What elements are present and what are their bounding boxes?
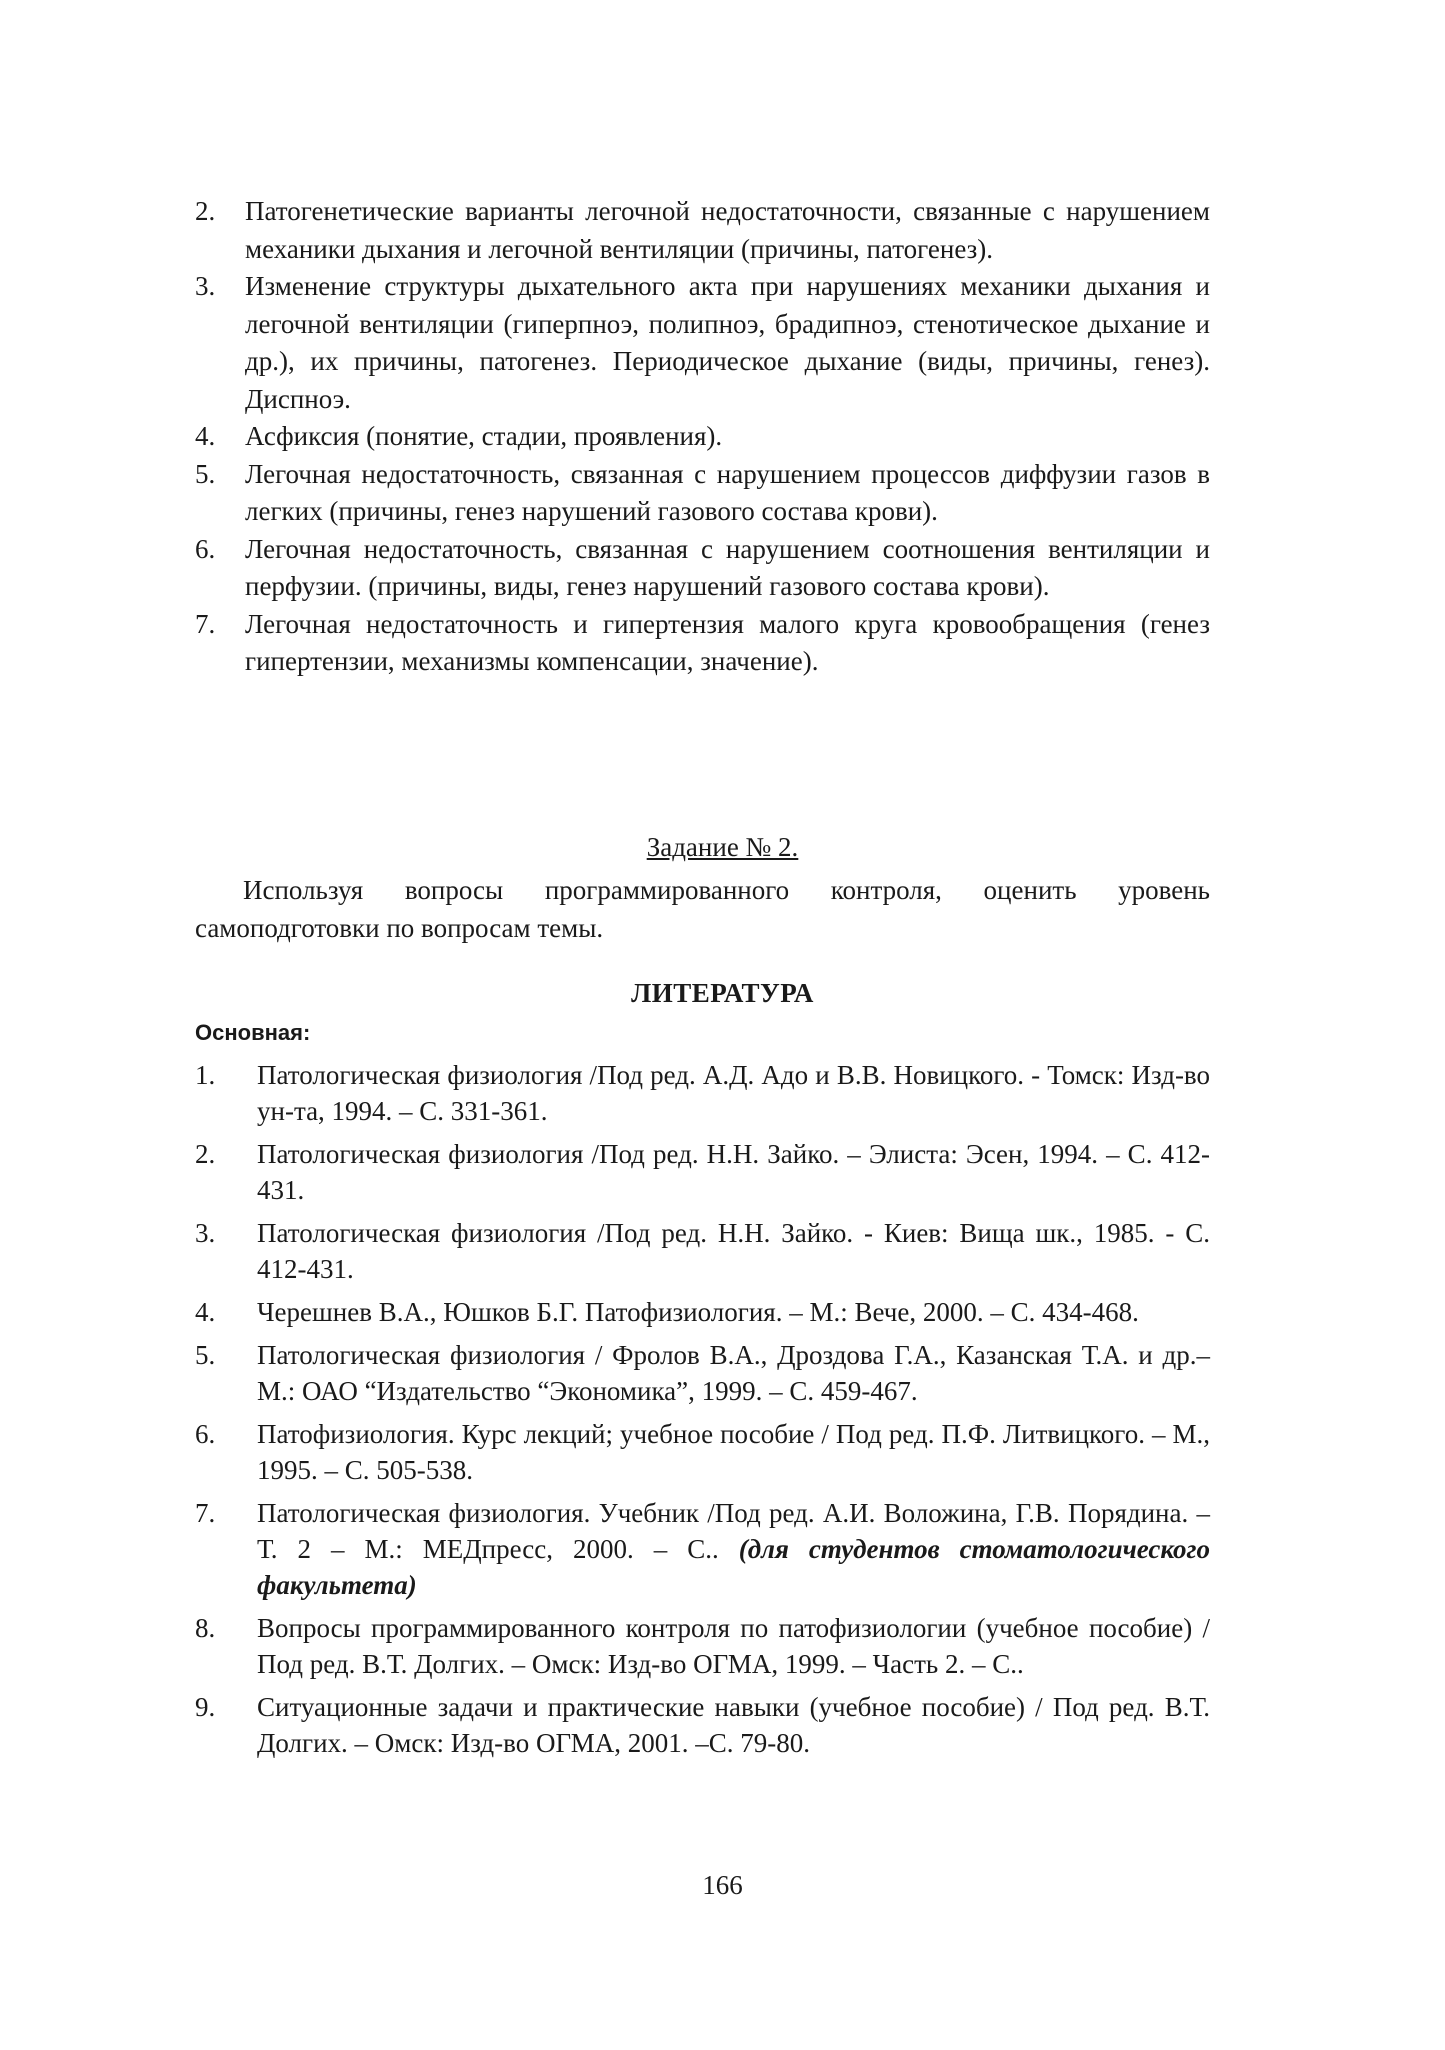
question-number: 4.	[195, 421, 216, 451]
question-item	[195, 418, 1210, 456]
reference-number: 4.	[195, 1297, 216, 1327]
task-title	[0, 832, 1445, 863]
reference-list	[195, 1057, 1210, 1768]
question-number: 3.	[195, 271, 216, 301]
question-number: 6.	[195, 533, 216, 564]
question-item	[195, 268, 1210, 418]
task-title-text: Задание № 2.	[646, 832, 799, 862]
task-text: Используя вопросы программированного контроля, оценить уровень самоподготовки по вопросам темы.	[195, 875, 1210, 943]
reference-number: 7.	[195, 1498, 216, 1528]
reference-text: Патофизиология. Курс лекций; учебное пособие / Под ред. П.Ф. Литвицкого. – М., 1995. – С. 505-538.	[257, 1419, 1210, 1485]
reference-item	[195, 1057, 1210, 1129]
reference-number: 6.	[195, 1419, 216, 1449]
question-text: Асфиксия (понятие, стадии, проявления).	[245, 421, 723, 451]
reference-text: Патологическая физиология /Под ред. А.Д. Адо и В.В. Новицкого. - Томск: Изд-во ун-та, 1994. – С. 331-361.	[257, 1060, 1210, 1126]
reference-item	[195, 1689, 1210, 1761]
reference-emphasis: (для студентов стоматологического факультета)	[257, 1534, 1210, 1600]
reference-number: 1.	[195, 1060, 216, 1090]
question-item	[195, 193, 1210, 268]
question-item	[195, 606, 1210, 681]
question-list	[195, 193, 1210, 681]
reference-number: 5.	[195, 1340, 216, 1370]
reference-text: Вопросы программированного контроля по патофизиологии (учебное пособие) / Под ред. В.Т. Долгих. – Омск: Изд-во ОГМА, 1999. – Часть 2. – С..	[257, 1613, 1210, 1679]
question-item	[195, 531, 1210, 606]
reference-item	[195, 1610, 1210, 1682]
question-number: 5.	[195, 458, 216, 489]
question-text: Легочная недостаточность, связанная с нарушением процессов диффузии газов в легких (причины, генез нарушений газового состава крови).	[245, 458, 1210, 526]
reference-item	[195, 1416, 1210, 1488]
reference-item	[195, 1294, 1210, 1330]
question-item	[195, 456, 1210, 531]
literature-subheading: Основная:	[195, 1020, 311, 1045]
reference-text: Патологическая физиология /Под ред. Н.Н. Зайко. – Элиста: Эсен, 1994. – С. 412-431.	[257, 1139, 1210, 1205]
question-text: Изменение структуры дыхательного акта при нарушениях механики дыхания и легочной вентиляции (гиперпноэ, полипноэ, брадипноэ, стенотическое дыхание и др.), их причины, патогенез. Периодическое дыхание (виды, причины, генез). Диспноэ.	[245, 271, 1210, 414]
question-text: Легочная недостаточность, связанная с нарушением соотношения вентиляции и перфузии. (причины, виды, генез нарушений газового состава крови).	[245, 533, 1210, 601]
reference-item	[195, 1136, 1210, 1208]
reference-text: Патологическая физиология. Учебник /Под ред. А.И. Воложина, Г.В. Порядина. – Т. 2 – М.: МЕДпресс, 2000. – С..	[257, 1498, 1210, 1564]
page-number: 166	[702, 1870, 743, 1900]
reference-text: Черешнев В.А., Юшков Б.Г. Патофизиология. – М.: Вече, 2000. – С. 434-468.	[257, 1297, 1139, 1327]
reference-text: Патологическая физиология /Под ред. Н.Н. Зайко. - Киев: Вища шк., 1985. - С. 412-431.	[257, 1218, 1210, 1284]
question-number: 2.	[195, 196, 216, 226]
reference-text: Ситуационные задачи и практические навыки (учебное пособие) / Под ред. В.Т. Долгих. – Омск: Изд-во ОГМА, 2001. –С. 79-80.	[257, 1692, 1210, 1758]
reference-number: 8.	[195, 1613, 216, 1643]
reference-number: 3.	[195, 1218, 216, 1248]
question-text: Патогенетические варианты легочной недостаточности, связанные с нарушением механики дыхания и легочной вентиляции (причины, патогенез).	[245, 196, 1210, 264]
question-text: Легочная недостаточность и гипертензия малого круга кровообращения (генез гипертензии, механизмы компенсации, значение).	[245, 608, 1210, 676]
reference-text: Патологическая физиология / Фролов В.А., Дроздова Г.А., Казанская Т.А. и др.– М.: ОАО “Издательство “Экономика”, 1999. – С. 459-467.	[257, 1340, 1210, 1406]
reference-item	[195, 1337, 1210, 1409]
reference-number: 2.	[195, 1139, 216, 1169]
reference-item	[195, 1495, 1210, 1603]
literature-heading: ЛИТЕРАТУРА	[631, 978, 814, 1008]
reference-number: 9.	[195, 1692, 216, 1722]
reference-item	[195, 1215, 1210, 1287]
question-number: 7.	[195, 608, 216, 639]
